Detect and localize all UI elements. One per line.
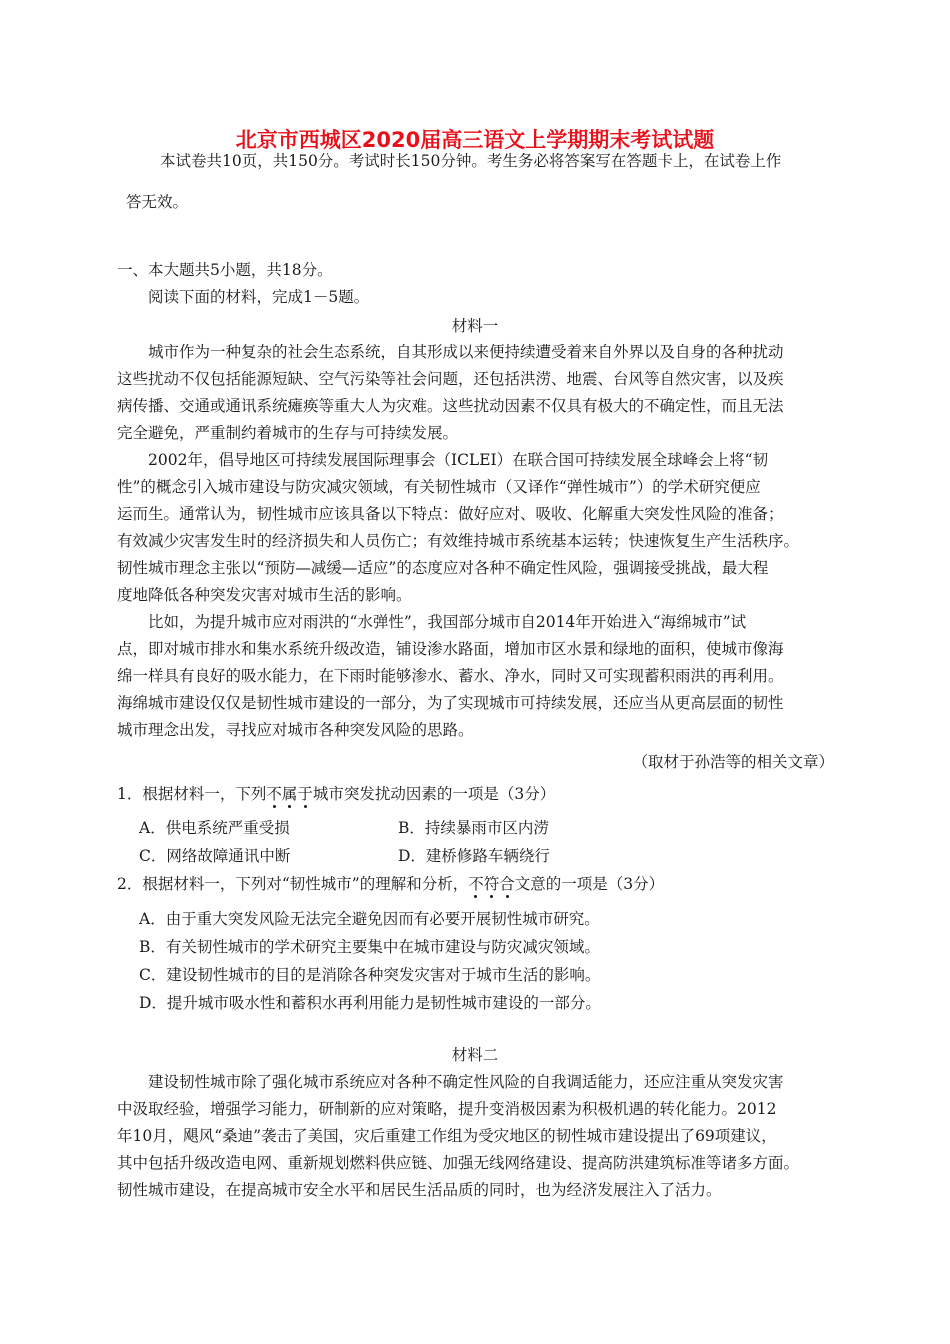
paragraph-line: 海绵城市建设仅仅是韧性城市建设的一部分，为了实现城市可持续发展，还应当从更高层面的韧性 [117,694,784,712]
paragraph-line: 年10月，飓风“桑迪”袭击了美国，灾后重建工作组为受灾地区的韧性城市建设提出了69项建议， [117,1127,777,1145]
section-instruction: 阅读下面的材料，完成1－5题。 [148,288,370,306]
paragraph-line: 完全避免，严重制约着城市的生存与可持续发展。 [117,424,459,442]
emphasis-char: 于 [297,785,313,803]
emphasis-char: 不 [266,785,282,803]
paragraph-line: 城市理念出发，寻找应对城市各种突发风险的思路。 [117,721,474,739]
exam-title: 北京市西城区2020届高三语文上学期期末考试试题 [235,128,715,152]
option-c: C．建设韧性城市的目的是消除各种突发灾害对于城市生活的影响。 [139,966,601,984]
paragraph-line: 其中包括升级改造电网、重新规划燃料供应链、加强无线网络建设、提高防洪建筑标准等诸多方面。 [117,1154,800,1172]
intro-line: 答无效。 [126,193,189,211]
material2-title: 材料二 [451,1046,499,1064]
emphasis-char: 符 [483,875,500,893]
paragraph-line: 度地降低各种突发灾害对城市生活的影响。 [117,586,412,604]
option-a: A．由于重大突发风险无法完全避免因而有必要开展韧性城市研究。 [139,910,600,928]
question-1-stem [117,784,555,804]
question-2-stem [117,874,664,894]
intro-line: 本试卷共10页，共150分。考试时长150分钟。考生务必将答案写在答题卡上，在试卷上作 [160,152,782,170]
option-b: B．持续暴雨市区内涝 [398,819,549,837]
stem-emphasis [468,875,515,893]
paragraph-line: 建设韧性城市除了强化城市系统应对各种不确定性风险的自我调适能力，还应注重从突发灾害 [148,1073,784,1091]
paragraph-line: 比如，为提升城市应对雨洪的“水弹性”，我国部分城市自2014年开始进入“海绵城市”试 [148,613,747,631]
paragraph-line: 韧性城市建设，在提高城市安全水平和居民生活品质的同时，也为经济发展注入了活力。 [117,1181,722,1199]
option-c: C．网络故障通讯中断 [139,847,291,865]
material1-title: 材料一 [451,317,499,335]
stem-text: 城市突发扰动因素的一项是（3分） [312,785,556,803]
paragraph-line: 病传播、交通或通讯系统瘫痪等重大人为灾难。这些扰动因素不仅具有极大的不确定性，而且无法 [117,397,784,415]
paragraph-line: 点，即对城市排水和集水系统升级改造，铺设渗水路面，增加市区水景和绿地的面积，使城市像海 [117,640,784,658]
material1-source: （取材于孙浩等的相关文章） [632,753,834,771]
option-d: D．建桥修路车辆绕行 [398,847,550,865]
paragraph-line: 韧性城市理念主张以“预防—减缓—适应”的态度应对各种不确定性风险，强调接受挑战，最大程 [117,559,769,577]
option-a: A．供电系统严重受损 [139,819,290,837]
option-b: B．有关韧性城市的学术研究主要集中在城市建设与防灾减灾领域。 [139,938,600,956]
emphasis-char: 不 [468,875,484,893]
section-heading: 一、本大题共5小题，共18分。 [117,261,333,279]
paragraph-line: 2002年，倡导地区可持续发展国际理事会（ICLEI）在联合国可持续发展全球峰会上将“韧 [148,451,769,469]
paragraph-line: 城市作为一种复杂的社会生态系统，自其形成以来便持续遭受着来自外界以及自身的各种扰动 [148,343,784,361]
paragraph-line: 这些扰动不仅包括能源短缺、空气污染等社会问题，还包括洪涝、地震、台风等自然灾害，以及疾 [117,370,784,388]
emphasis-char: 属 [281,785,298,803]
stem-text: 1．根据材料一，下列 [117,785,267,803]
paragraph-line: 绵一样具有良好的吸水能力，在下雨时能够渗水、蓄水、净水，同时又可实现蓄积雨洪的再利用。 [117,667,784,685]
emphasis-char: 合 [499,875,515,893]
paragraph-line: 性”的概念引入城市建设与防灾减灾领域，有关韧性城市（又译作“弹性城市”）的学术研究便应 [117,478,761,496]
option-d: D．提升城市吸水性和蓄积水再利用能力是韧性城市建设的一部分。 [139,994,601,1012]
stem-emphasis [266,785,313,803]
stem-text: 2．根据材料一，下列对“韧性城市”的理解和分析， [117,875,469,893]
paragraph-line: 有效减少灾害发生时的经济损失和人员伤亡；有效维持城市系统基本运转；快速恢复生产生活秩序。 [117,532,800,550]
paragraph-line: 运而生。通常认为，韧性城市应该具备以下特点：做好应对、吸收、化解重大突发性风险的准备； [117,505,784,523]
stem-text: 文意的一项是（3分） [514,875,665,893]
paragraph-line: 中汲取经验，增强学习能力，研制新的应对策略，提升变消极因素为积极机遇的转化能力。2012 [117,1100,777,1118]
